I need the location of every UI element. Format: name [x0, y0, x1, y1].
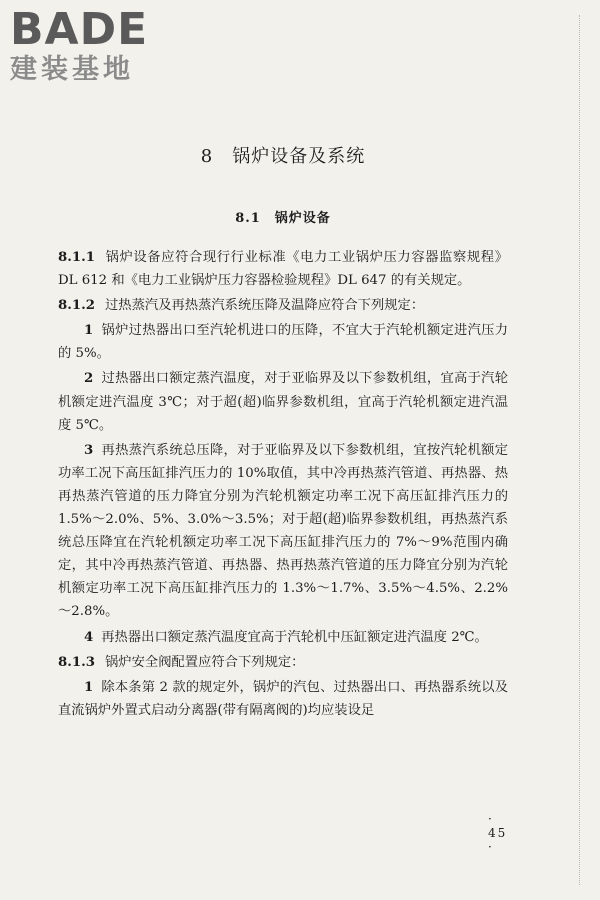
clause-item — [58, 439, 508, 624]
clause-item — [58, 319, 508, 365]
item-number: 4 — [84, 629, 94, 645]
clause-item — [58, 367, 508, 436]
clause-text: 过热蒸汽及再热蒸汽系统压降及温降应符合下列规定： — [105, 298, 425, 314]
page-edge-line — [579, 15, 580, 885]
item-number: 1 — [84, 679, 94, 695]
clause-number: 8.1.1 — [58, 250, 96, 265]
clause-8-1-2 — [58, 294, 508, 317]
section-title: 8.1 锅炉设备 — [235, 211, 331, 226]
page-number: · 45 · — [488, 812, 508, 854]
clause-text: 锅炉设备应符合现行行业标准《电力工业锅炉压力容器监察规程》DL 612 和《电力工业锅炉压力容器检验规程》DL 647 的有关规定。 — [58, 250, 508, 289]
bade-logo — [10, 6, 180, 86]
logo-subtitle: 建装基地 — [10, 54, 134, 85]
item-text: 除本条第 2 款的规定外，锅炉的汽包、过热器出口、再热器系统以及直流锅炉外置式启动分离器(带有隔离阀的)均应装设足 — [58, 679, 508, 718]
item-number: 3 — [84, 442, 94, 458]
item-number: 2 — [84, 371, 94, 387]
item-text: 锅炉过热器出口至汽轮机进口的压降，不宜大于汽轮机额定进汽压力的 5%。 — [58, 323, 508, 362]
clause-item — [58, 676, 508, 722]
clause-number: 8.1.3 — [58, 654, 96, 670]
clause-text: 锅炉安全阀配置应符合下列规定： — [105, 654, 305, 670]
chapter-title: 8 锅炉设备及系统 — [200, 146, 366, 167]
item-text: 过热器出口额定蒸汽温度，对于亚临界及以下参数机组，宜高于汽轮机额定进汽温度 3℃；对于超(超)临界参数机组，宜高于汽轮机额定进汽温度 5℃。 — [58, 371, 508, 433]
clause-8-1-3 — [58, 651, 508, 674]
document-body — [58, 246, 508, 724]
item-number: 1 — [84, 323, 94, 339]
item-text: 再热蒸汽系统总压降，对于亚临界及以下参数机组，宜按汽轮机额定功率工况下高压缸排汽压力的 10%取值，其中冷再热蒸汽管道、再热器、热再热蒸汽管道的压力降宜分别为汽轮机额定功率工况下高压缸排汽压力的 1.5%～2.0%、5%、3.0%～3.5%；对于超(超)临界参数机组，再热蒸汽系统总压降宜在汽轮机额定功率工况下高压缸排汽压力的 7%～9%范围内确定，其中冷再热蒸汽管道、再热器、热再热蒸汽管道的压力降宜分别为汽轮机额定功率工况下高压缸排汽压力的 1.3%～1.7%、3.5%～4.5%、2.2%～2.8%。 — [58, 442, 508, 620]
item-text: 再热器出口额定蒸汽温度宜高于汽轮机中压缸额定进汽温度 2℃。 — [101, 629, 488, 645]
clause-item — [58, 626, 508, 649]
clause-number: 8.1.2 — [58, 298, 96, 314]
logo-wordmark: BADE — [10, 4, 149, 55]
clause-8-1-1 — [58, 246, 508, 292]
